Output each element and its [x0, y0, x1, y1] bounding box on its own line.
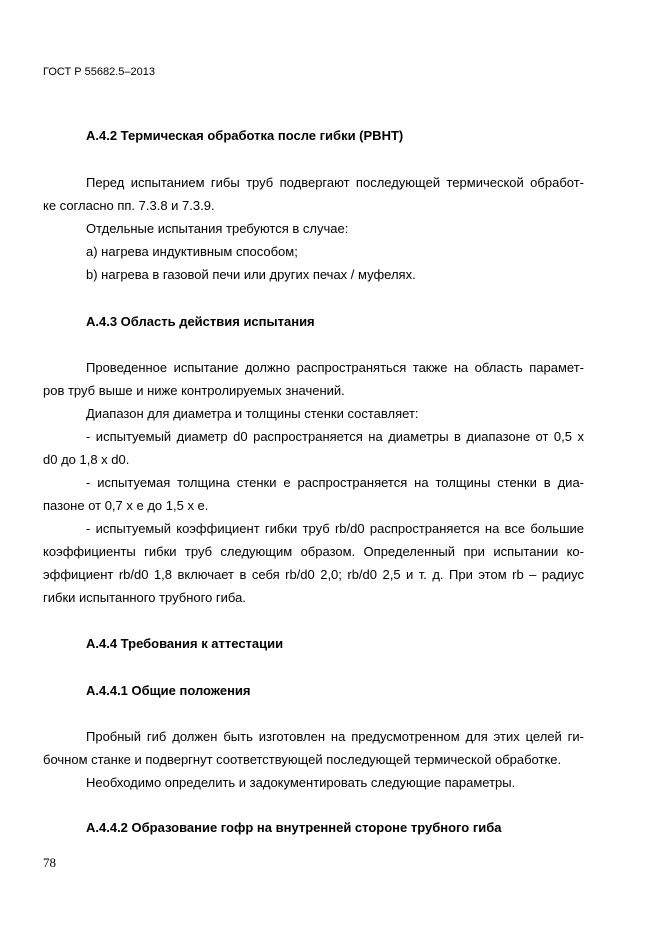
- paragraph-line: Диапазон для диаметра и толщины стенки составляет:: [86, 406, 419, 421]
- paragraph-line: ке согласно пп. 7.3.8 и 7.3.9.: [43, 198, 215, 213]
- bullet-ratio-line3: эффициент rb/d0 1,8 включает в себя rb/d0 2,0; rb/d0 2,5 и т. д. При этом rb – радиус: [43, 567, 584, 582]
- page-number: 78: [43, 855, 56, 870]
- section-heading-a442: А.4.4.2 Образование гофр на внутренней стороне трубного гиба: [86, 820, 502, 835]
- bullet-thickness-line1: - испытуемая толщина стенки е распространяется на толщины стенки в диа-: [86, 475, 584, 490]
- list-item-b: b) нагрева в газовой печи или других печах / муфелях.: [86, 267, 416, 282]
- paragraph-line: ров труб выше и ниже контролируемых значений.: [43, 383, 345, 398]
- section-heading-a44: А.4.4 Требования к аттестации: [86, 636, 284, 651]
- bullet-diameter-line1: - испытуемый диаметр d0 распространяется на диаметры в диапазоне от 0,5 х: [86, 429, 584, 444]
- paragraph-line: бочном станке и подвергнут соответствующей последующей термической обработке.: [43, 752, 562, 767]
- paragraph-line: Перед испытанием гибы труб подвергают последующей термической обработ-: [86, 175, 584, 190]
- section-heading-a43: А.4.3 Область действия испытания: [86, 314, 315, 329]
- section-heading-a42: А.4.2 Термическая обработка после гибки (PBHT): [86, 128, 404, 143]
- list-item-a: а) нагрева индуктивным способом;: [86, 244, 298, 259]
- paragraph-line: Пробный гиб должен быть изготовлен на предусмотренном для этих целей ги-: [86, 729, 584, 744]
- paragraph-line: Отдельные испытания требуются в случае:: [86, 221, 349, 236]
- bullet-thickness-line2: пазоне от 0,7 х е до 1,5 х е.: [43, 498, 209, 513]
- bullet-diameter-line2: d0 до 1,8 х d0.: [43, 452, 130, 467]
- paragraph-line: Необходимо определить и задокументировать следующие параметры.: [86, 775, 516, 790]
- paragraph-line: Проведенное испытание должно распространяться также на область парамет-: [86, 360, 584, 375]
- document-code: ГОСТ Р 55682.5–2013: [43, 66, 155, 78]
- bullet-ratio-line4: гибки испытанного трубного гиба.: [43, 590, 246, 605]
- section-heading-a441: А.4.4.1 Общие положения: [86, 683, 251, 698]
- bullet-ratio-line2: коэффициенты гибки труб следующим образом. Определенный при испытании ко-: [43, 544, 584, 559]
- bullet-ratio-line1: - испытуемый коэффициент гибки труб rb/d0 распространяется на все большие: [86, 521, 584, 536]
